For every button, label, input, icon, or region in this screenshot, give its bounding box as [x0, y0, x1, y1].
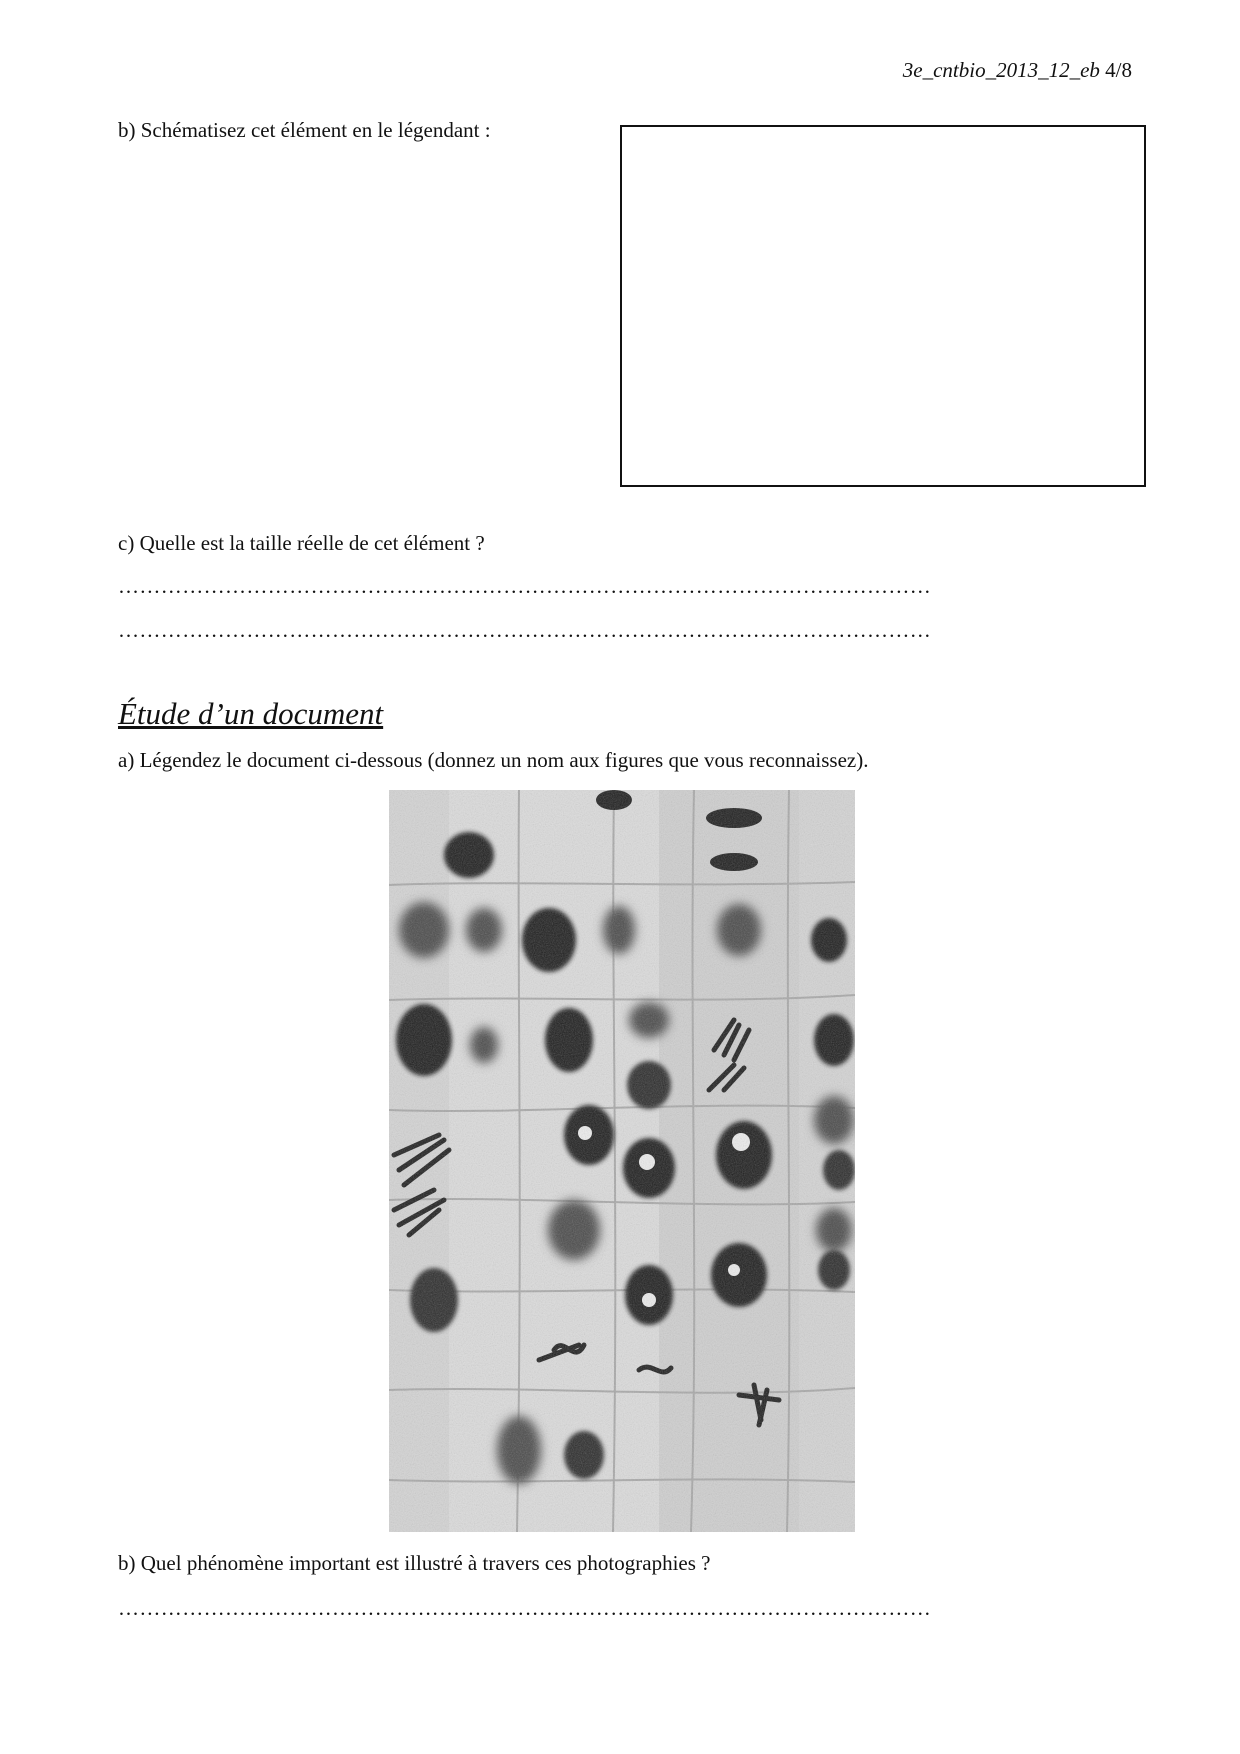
question-c-real-size: c) Quelle est la taille réelle de cet élément ?: [118, 531, 485, 555]
answer-line-c-1[interactable]: ……………………………………………………………………………………………………: [118, 574, 932, 598]
cell-mitosis-micrograph: [389, 790, 855, 1532]
document-code: 3e_cntbio_2013_12_eb: [902, 58, 1100, 82]
page-header: [903, 58, 1132, 83]
section-title: Étude d’un document: [118, 696, 384, 731]
question-b-schematize: b) Schématisez cet élément en le légendant :: [118, 118, 491, 142]
micrograph-photo: [389, 790, 855, 1532]
page-number: 4/8: [1105, 58, 1132, 82]
question-b-phenomenon: b) Quel phénomène important est illustré à travers ces photographies ?: [118, 1551, 711, 1575]
drawing-area[interactable]: [620, 125, 1146, 487]
answer-line-b-1[interactable]: ……………………………………………………………………………………………………: [118, 1596, 932, 1620]
answer-line-c-2[interactable]: ……………………………………………………………………………………………………: [118, 618, 932, 642]
question-a-label-document: a) Légendez le document ci-dessous (donnez un nom aux figures que vous reconnaissez).: [118, 748, 869, 772]
